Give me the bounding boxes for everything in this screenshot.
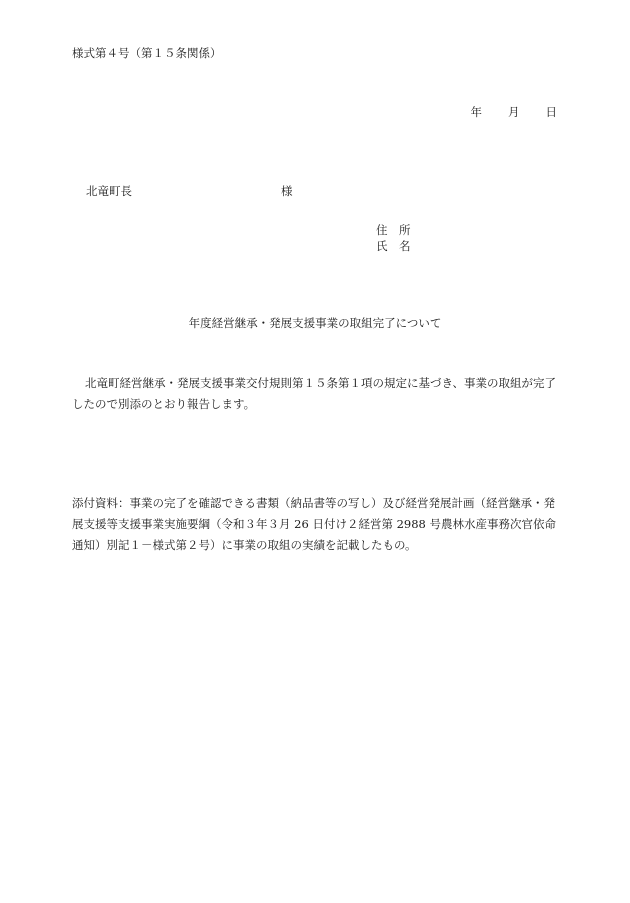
applicant-address-label: 住 所 — [376, 223, 411, 237]
form-number: 様式第４号（第１５条関係） — [72, 46, 222, 60]
honorific: 様 — [281, 184, 293, 198]
date-day-label: 日 — [545, 105, 557, 119]
date-month-label: 月 — [508, 105, 520, 119]
date-line — [471, 107, 558, 119]
applicant-name-label: 氏 名 — [376, 239, 411, 253]
recipient: 北竜町長 — [86, 184, 132, 198]
attachment-note: 添付資料：事業の完了を確認できる書類（納品書等の写し）及び経営発展計画（経営継承・発展支援等支援事業実施要綱（令和３年３月 26 日付け２経営第 2988 号農林水産事務次官依命通知）別記１－様式第２号）に事業の取組の実績を記載したもの。 — [72, 496, 557, 552]
date-year-label: 年 — [470, 105, 482, 119]
body-paragraph: 北竜町経営継承・発展支援事業交付規則第１５条第１項の規定に基づき、事業の取組が完了したので別添のとおり報告します。 — [72, 376, 557, 411]
document-subject: 年度経営継承・発展支援事業の取組完了について — [188, 316, 442, 330]
